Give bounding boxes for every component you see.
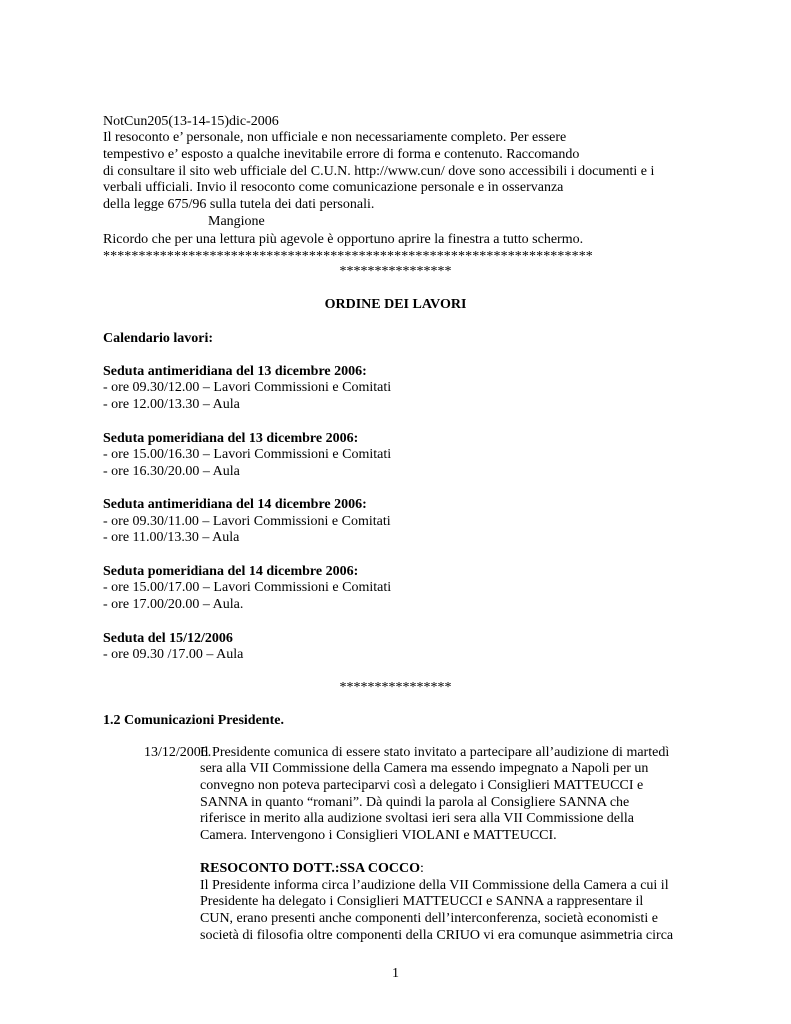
seduta-item: - ore 17.00/20.00 – Aula. [103, 597, 244, 612]
seduta-item: - ore 12.00/13.30 – Aula [103, 397, 240, 412]
seduta-title: Seduta pomeridiana del 13 dicembre 2006: [103, 431, 359, 446]
seduta-item: - ore 16.30/20.00 – Aula [103, 464, 240, 479]
calendario-heading: Calendario lavori: [103, 331, 214, 346]
intro-line: Il resoconto e’ personale, non ufficiale e non necessariamente completo. Per essere [103, 130, 567, 145]
separator-stars: **************** [339, 264, 452, 279]
resoconto-line: CUN, erano presenti anche componenti dell’interconferenza, società economisti e [200, 911, 658, 926]
resoconto-colon: : [420, 861, 424, 876]
seduta-item: - ore 15.00/16.30 – Lavori Commissioni e Comitati [103, 447, 392, 462]
page-number: 1 [392, 966, 399, 981]
entry-line: riferisce in merito alla audizione svoltasi ieri sera alla VII Commissione della [200, 811, 634, 826]
seduta-item: - ore 15.00/17.00 – Lavori Commissioni e Comitati [103, 580, 392, 595]
seduta-title: Seduta pomeridiana del 14 dicembre 2006: [103, 564, 359, 579]
section-title-ordine: ORDINE DEI LAVORI [324, 297, 467, 312]
intro-line: della legge 675/96 sulla tutela dei dati personali. [103, 197, 375, 212]
separator-stars: **************** [339, 680, 452, 695]
resoconto-line: società di filosofia oltre componenti della CRIUO vi era comunque asimmetria circa [200, 928, 674, 943]
resoconto-line: Il Presidente informa circa l’audizione della VII Commissione della Camera a cui il [200, 878, 669, 893]
seduta-item: - ore 09.30 /17.00 – Aula [103, 647, 244, 662]
section-title-comunicazioni: 1.2 Comunicazioni Presidente. [103, 713, 284, 728]
intro-line: tempestivo e’ esposto a qualche inevitabile errore di forma e contenuto. Raccomando [103, 147, 580, 162]
seduta-item: - ore 09.30/12.00 – Lavori Commissioni e Comitati [103, 380, 392, 395]
seduta-title: Seduta del 15/12/2006 [103, 631, 233, 646]
document-reference: NotCun205(13-14-15)dic-2006 [103, 114, 279, 129]
entry-line: Camera. Intervengono i Consiglieri VIOLANI e MATTEUCCI. [200, 828, 557, 843]
entry-date: 13/12/2006. [144, 745, 212, 760]
resoconto-title: RESOCONTO DOTT.:SSA COCCO [200, 861, 421, 876]
seduta-title: Seduta antimeridiana del 13 dicembre 2006: [103, 364, 367, 379]
intro-line: verbali ufficiali. Invio il resoconto come comunicazione personale e in osservanza [103, 180, 564, 195]
author-signature: Mangione [208, 214, 265, 229]
resoconto-heading [200, 861, 424, 878]
entry-line: sera alla VII Commissione della Camera ma essendo impegnato a Napoli per un [200, 761, 649, 776]
intro-line: di consultare il sito web ufficiale del C.U.N. http://www.cun/ dove sono accessibili i documenti e i [103, 164, 655, 179]
seduta-title: Seduta antimeridiana del 14 dicembre 2006: [103, 497, 367, 512]
entry-line: Il Presidente comunica di essere stato invitato a partecipare all’audizione di martedì [200, 745, 670, 760]
entry-line: SANNA in quanto “romani”. Dà quindi la parola al Consigliere SANNA che [200, 795, 630, 810]
separator-stars-long: ********************************************************************* [103, 249, 593, 264]
resoconto-line: Presidente ha delegato i Consiglieri MATTEUCCI e SANNA a rappresentare il [200, 894, 644, 909]
seduta-item: - ore 11.00/13.30 – Aula [103, 530, 240, 545]
seduta-item: - ore 09.30/11.00 – Lavori Commissioni e Comitati [103, 514, 391, 529]
reading-tip: Ricordo che per una lettura più agevole è opportuno aprire la finestra a tutto schermo. [103, 232, 584, 247]
entry-line: convegno non poteva parteciparvi così a delegato i Consiglieri MATTEUCCI e [200, 778, 644, 793]
